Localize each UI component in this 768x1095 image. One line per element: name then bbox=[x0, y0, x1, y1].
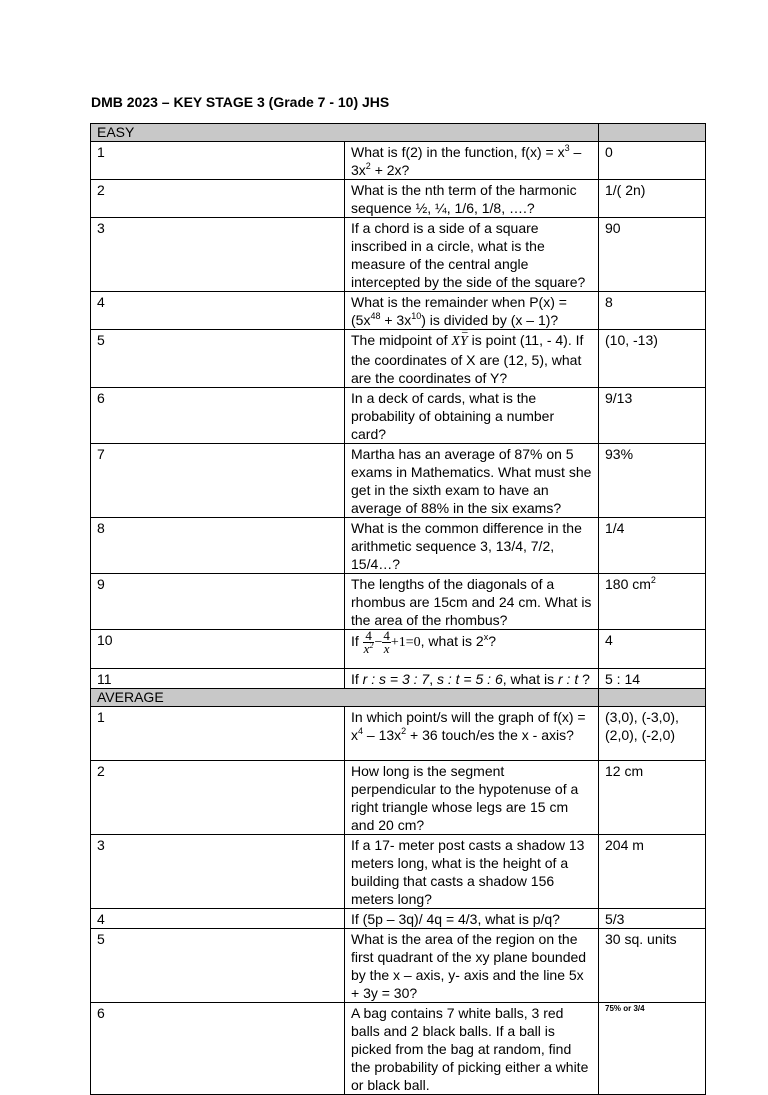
question-text: What is the remainder when $P(x) = (5x^{48} + 3x^{10})$ is divided by (x – 1)? bbox=[345, 292, 599, 330]
question-text: What is the area of the region on the first quadrant of the xy plane bounded by the x – axis, y- axis and the line 5x + 3y = 30? bbox=[345, 929, 599, 1003]
table-row bbox=[91, 929, 706, 1003]
table-row bbox=[91, 180, 706, 218]
answer-text: 180 $cm^2$ bbox=[599, 574, 706, 630]
section-header-average bbox=[91, 689, 706, 707]
answer-text: 9/13 bbox=[599, 388, 706, 444]
question-number: 6 bbox=[91, 1003, 345, 1095]
question-text: What is f(2) in the function, $f(x) = x^3 - 3x^2 + 2x$? bbox=[345, 142, 599, 180]
question-text: If (5p – 3q)/ 4q = 4/3, what is p/q? bbox=[345, 909, 599, 929]
question-text: What is the common difference in the arithmetic sequence 3, 13/4, 7/2, 15/4…? bbox=[345, 518, 599, 574]
question-number: 8 bbox=[91, 518, 345, 574]
answer-text: 90 bbox=[599, 218, 706, 292]
question-answer-table bbox=[90, 123, 706, 1095]
section-header-easy bbox=[91, 124, 706, 142]
table-row bbox=[91, 518, 706, 574]
question-text: If a chord is a side of a square inscribed in a circle, what is the measure of the central angle intercepted by the side of the square? bbox=[345, 218, 599, 292]
question-number: 6 bbox=[91, 388, 345, 444]
answer-text: (10, -13) bbox=[599, 330, 706, 388]
table-row bbox=[91, 218, 706, 292]
table-row bbox=[91, 444, 706, 518]
question-number: 4 bbox=[91, 292, 345, 330]
answer-text: 1/4 bbox=[599, 518, 706, 574]
question-number: 3 bbox=[91, 835, 345, 909]
table-row bbox=[91, 761, 706, 835]
table-row bbox=[91, 909, 706, 929]
question-number: 11 bbox=[91, 669, 345, 689]
question-text: What is the nth term of the harmonic sequence ½, ¼, 1/6, 1/8, ….? bbox=[345, 180, 599, 218]
section-label: EASY bbox=[91, 124, 599, 142]
question-number: 3 bbox=[91, 218, 345, 292]
question-text: In a deck of cards, what is the probability of obtaining a number card? bbox=[345, 388, 599, 444]
question-text: If r : s = 3 : 7, s : t = 5 : 6, what is r : t ? bbox=[345, 669, 599, 689]
answer-text: 30 sq. units bbox=[599, 929, 706, 1003]
question-text: The midpoint of = XY is point (11, - 4). If the coordinates of X are (12, 5), what are the coordinates of Y? bbox=[345, 330, 599, 388]
question-number: 1 bbox=[91, 707, 345, 761]
question-number: 1 bbox=[91, 142, 345, 180]
question-number: 7 bbox=[91, 444, 345, 518]
answer-text: (3,0), (-3,0), (2,0), (-2,0) bbox=[599, 707, 706, 761]
answer-text: 204 m bbox=[599, 835, 706, 909]
answer-text: 12 cm bbox=[599, 761, 706, 835]
answer-text: 0 bbox=[599, 142, 706, 180]
question-text: In which point/s will the graph of $f(x) = x^4 - 13x^2 + 36$ touch/es the x - axis? bbox=[345, 707, 599, 761]
section-answer-cell bbox=[599, 124, 706, 142]
table-row bbox=[91, 292, 706, 330]
section-label: AVERAGE bbox=[91, 689, 599, 707]
question-number: 10 bbox=[91, 630, 345, 669]
table-row bbox=[91, 1003, 706, 1095]
section-answer-cell bbox=[599, 689, 706, 707]
question-text: How long is the segment perpendicular to the hypotenuse of a right triangle whose legs are 15 cm and 20 cm? bbox=[345, 761, 599, 835]
document-title: DMB 2023 – KEY STAGE 3 (Grade 7 - 10) JHS bbox=[91, 94, 390, 110]
question-number: 4 bbox=[91, 909, 345, 929]
table-row bbox=[91, 630, 706, 669]
fraction: $\frac{4}{x^2}$ bbox=[363, 628, 374, 656]
question-text: If $\frac{4}{x^2}$ − $\frac{4}{x}$ +1=0, what is 2$^x$? bbox=[345, 630, 599, 669]
answer-text: 4 bbox=[599, 630, 706, 669]
answer-text: 75% or 3/4 bbox=[599, 1003, 706, 1095]
table-row bbox=[91, 574, 706, 630]
question-number: 5 bbox=[91, 929, 345, 1003]
question-number: 5 bbox=[91, 330, 345, 388]
segment-notation: = XY bbox=[451, 333, 467, 351]
question-text: A bag contains 7 white balls, 3 red balls and 2 black balls. If a ball is picked from the bag at random, find the probability of picking either a white or black ball. bbox=[345, 1003, 599, 1095]
question-number: 9 bbox=[91, 574, 345, 630]
question-text: The lengths of the diagonals of a rhombus are 15cm and 24 cm. What is the area of the rhombus? bbox=[345, 574, 599, 630]
table-row bbox=[91, 835, 706, 909]
table-row bbox=[91, 388, 706, 444]
question-text: Martha has an average of 87% on 5 exams in Mathematics. What must she get in the sixth exam to have an average of 88% in the six exams? bbox=[345, 444, 599, 518]
table-row bbox=[91, 669, 706, 689]
answer-text: 8 bbox=[599, 292, 706, 330]
answer-text: 93% bbox=[599, 444, 706, 518]
answer-text: 1/( 2n) bbox=[599, 180, 706, 218]
answer-text: 5/3 bbox=[599, 909, 706, 929]
fraction: $\frac{4}{x}$ bbox=[383, 628, 390, 656]
question-text: If a 17- meter post casts a shadow 13 meters long, what is the height of a building that casts a shadow 156 meters long? bbox=[345, 835, 599, 909]
table-row bbox=[91, 142, 706, 180]
answer-text: 5 : 14 bbox=[599, 669, 706, 689]
table-row bbox=[91, 330, 706, 388]
question-number: 2 bbox=[91, 180, 345, 218]
question-number: 2 bbox=[91, 761, 345, 835]
table-row bbox=[91, 707, 706, 761]
